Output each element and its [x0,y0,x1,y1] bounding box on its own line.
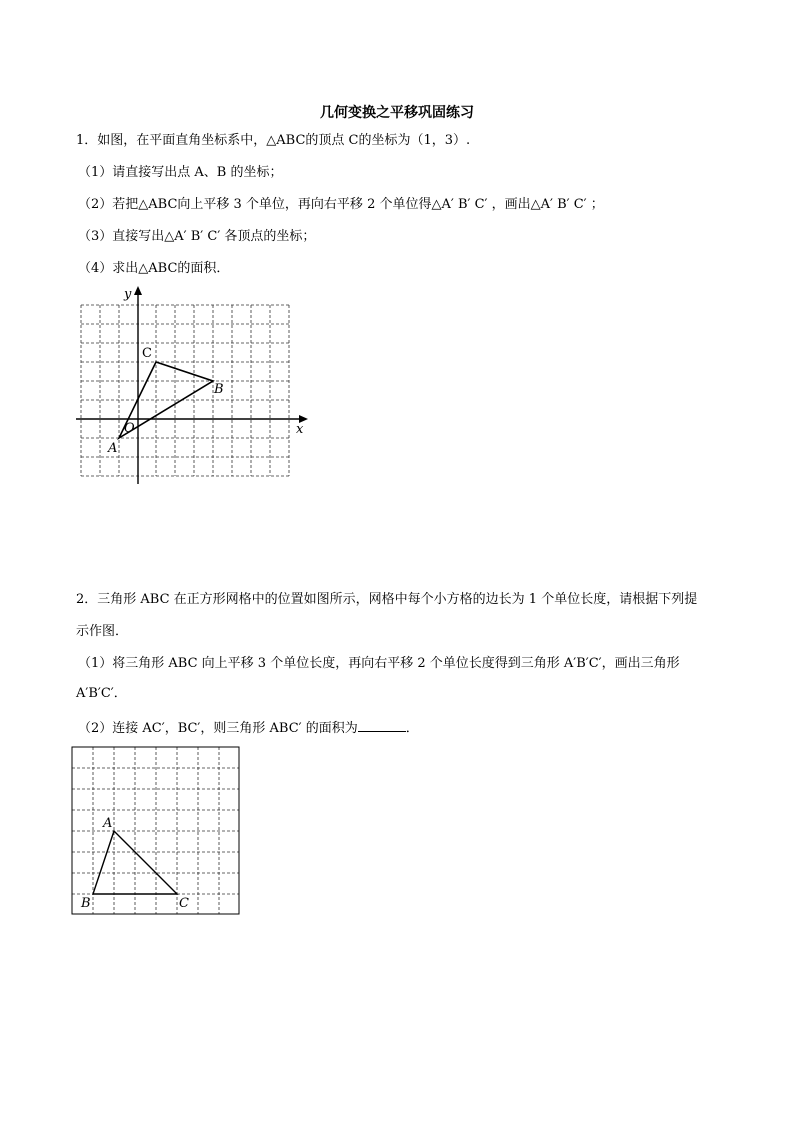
vertex-b-label: B [214,382,224,397]
q2-vertex-b-label: B [81,896,91,911]
answer-blank[interactable] [358,717,406,732]
y-axis-label: y [124,287,132,302]
vertex-c-label: C [142,346,152,361]
origin-label: O [124,421,135,436]
q2-grid-border [72,747,239,914]
q2-part-1-line2: A′B′C′． [76,686,127,701]
q2-stem-line2: 示作图． [76,624,129,639]
q2-part-1-line1: （1）将三角形 ABC 向上平移 3 个单位长度，再向右平移 2 个单位长度得到三角形 A′B′C′，画出三角形 [78,656,680,671]
vertex-a-label: A [108,441,118,456]
q2-part-2 [78,717,419,738]
x-axis-label: x [296,422,304,437]
q1-part-4: （4）求出△ABC的面积． [78,261,230,276]
q2-part-2-suffix: ． [405,721,419,736]
q2-stem-line1: 2．三角形 ABC 在正方形网格中的位置如图所示，网格中每个小方格的边长为 1 个单位长度，请根据下列提 [76,592,698,607]
q1-coordinate-figure [70,282,320,492]
q2-vertex-c-label: C [179,896,189,911]
q2-part-2-prefix: （2）连接 AC′，BC′，则三角形 ABC′ 的面积为 [78,721,358,736]
q1-part-3: （3）直接写出△A′ B′ C′ 各顶点的坐标； [78,229,316,244]
q2-grid [72,747,239,914]
y-axis-arrow [134,286,142,295]
q2-grid-figure [70,745,242,917]
q1-part-2: （2）若把△ABC向上平移 3 个单位，再向右平移 2 个单位得△A′ B′ C′ ，画出△A′ B′ C′ ； [78,197,604,212]
q1-stem: 1．如图，在平面直角坐标系中，△ABC的顶点 C的坐标为（1，3）. [76,133,471,148]
document-title: 几何变换之平移巩固练习 [320,105,474,121]
q2-vertex-a-label: A [103,816,113,831]
q1-part-1: （1）请直接写出点 A、B 的坐标； [78,165,283,180]
